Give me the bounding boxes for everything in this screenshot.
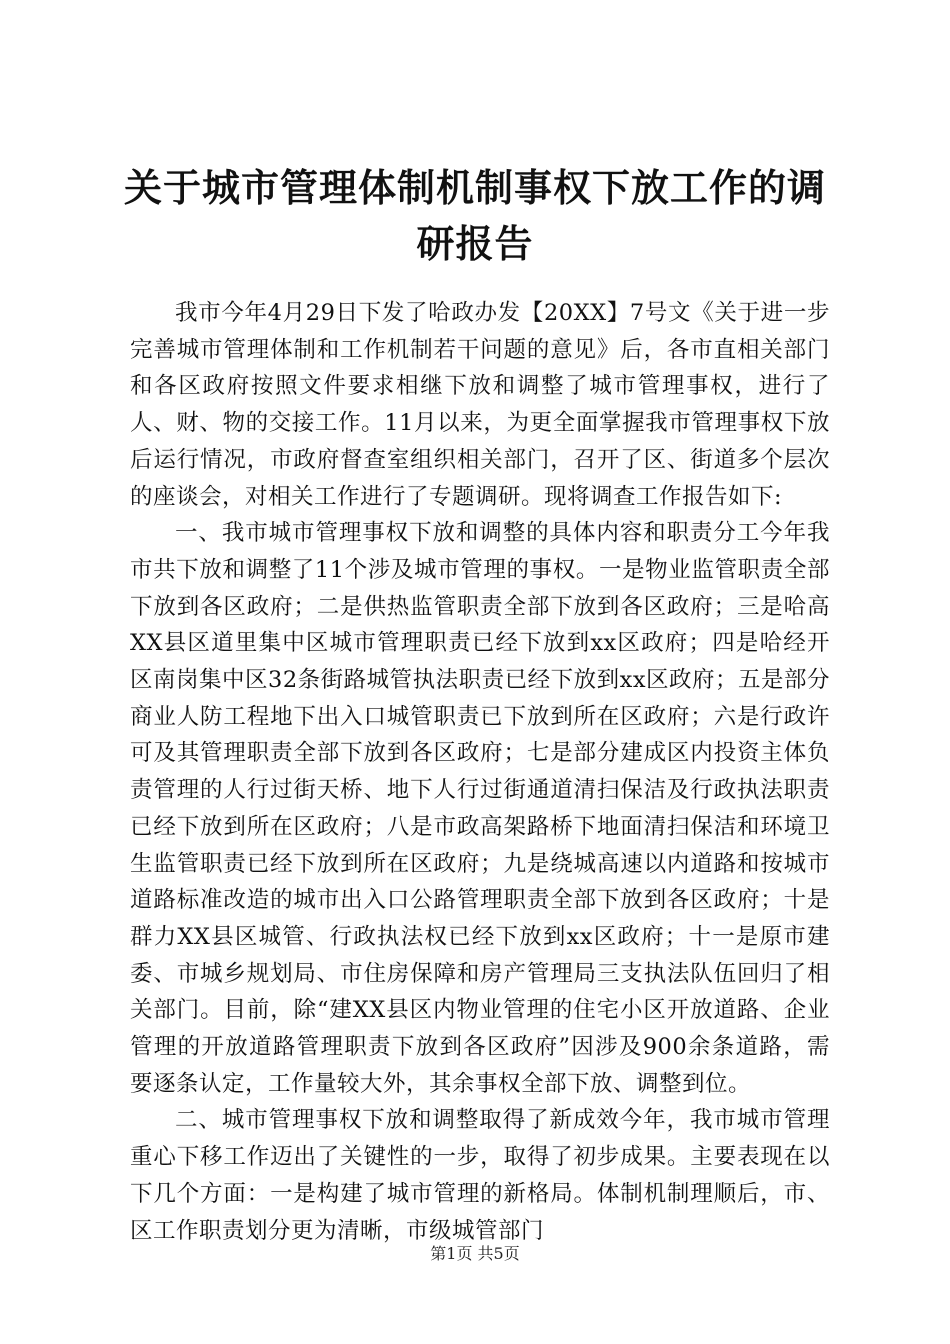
paragraph-intro: 我市今年4月29日下发了哈政办发【20XX】7号文《关于进一步完善城市管理体制和工作机制若干问题的意见》后，各市直相关部门和各区政府按照文件要求相继下放和调整了城市管理事权，进行了人、财、物的交接工作。11月以来，为更全面掌握我市管理事权下放后运行情况，市政府督查室组织相关部门，召开了区、街道多个层次的座谈会，对相关工作进行了专题调研。现将调查工作报告如下:	[130, 300, 830, 510]
document-title: 关于城市管理体制机制事权下放工作的调研报告	[123, 165, 826, 266]
page-footer: 第1页 共5页	[430, 1244, 520, 1263]
paragraph-section-1: 一、我市城市管理事权下放和调整的具体内容和职责分工今年我市共下放和调整了11个涉及城市管理的事权。一是物业监管职责全部下放到各区政府；二是供热监管职责全部下放到各区政府；三是哈高XX县区道里集中区城市管理职责已经下放到xx区政府；四是哈经开区南岗集中区32条街路城管执法职责已经下放到xx区政府；五是部分商业人防工程地下出入口城管职责已下放到所在区政府；六是行政许可及其管理职责全部下放到各区政府；七是部分建成区内投资主体负责管理的人行过街天桥、地下人行过街通道清扫保洁及行政执法职责已经下放到所在区政府；八是市政高架路桥下地面清扫保洁和环境卫生监管职责已经下放到所在区政府；九是绕城高速以内道路和按城市道路标准改造的城市出入口公路管理职责全部下放到各区政府；十是群力XX县区城管、行政执法权已经下放到xx区政府；十一是原市建委、市城乡规划局、市住房保障和房产管理局三支执法队伍回归了相关部门。目前，除“建XX县区内物业管理的住宅小区开放道路、企业管理的开放道路管理职责下放到各区政府”因涉及900余条道路，需要逐条认定，工作量较大外，其余事权全部下放、调整到位。	[130, 520, 831, 1097]
document-body	[130, 295, 830, 1249]
paragraph-section-2: 二、城市管理事权下放和调整取得了新成效今年，我市城市管理重心下移工作迈出了关键性的一步，取得了初步成果。主要表现在以下几个方面：一是构建了城市管理的新格局。体制机制理顺后，市、区工作职责划分更为清晰，市级城管部门	[130, 1107, 830, 1244]
